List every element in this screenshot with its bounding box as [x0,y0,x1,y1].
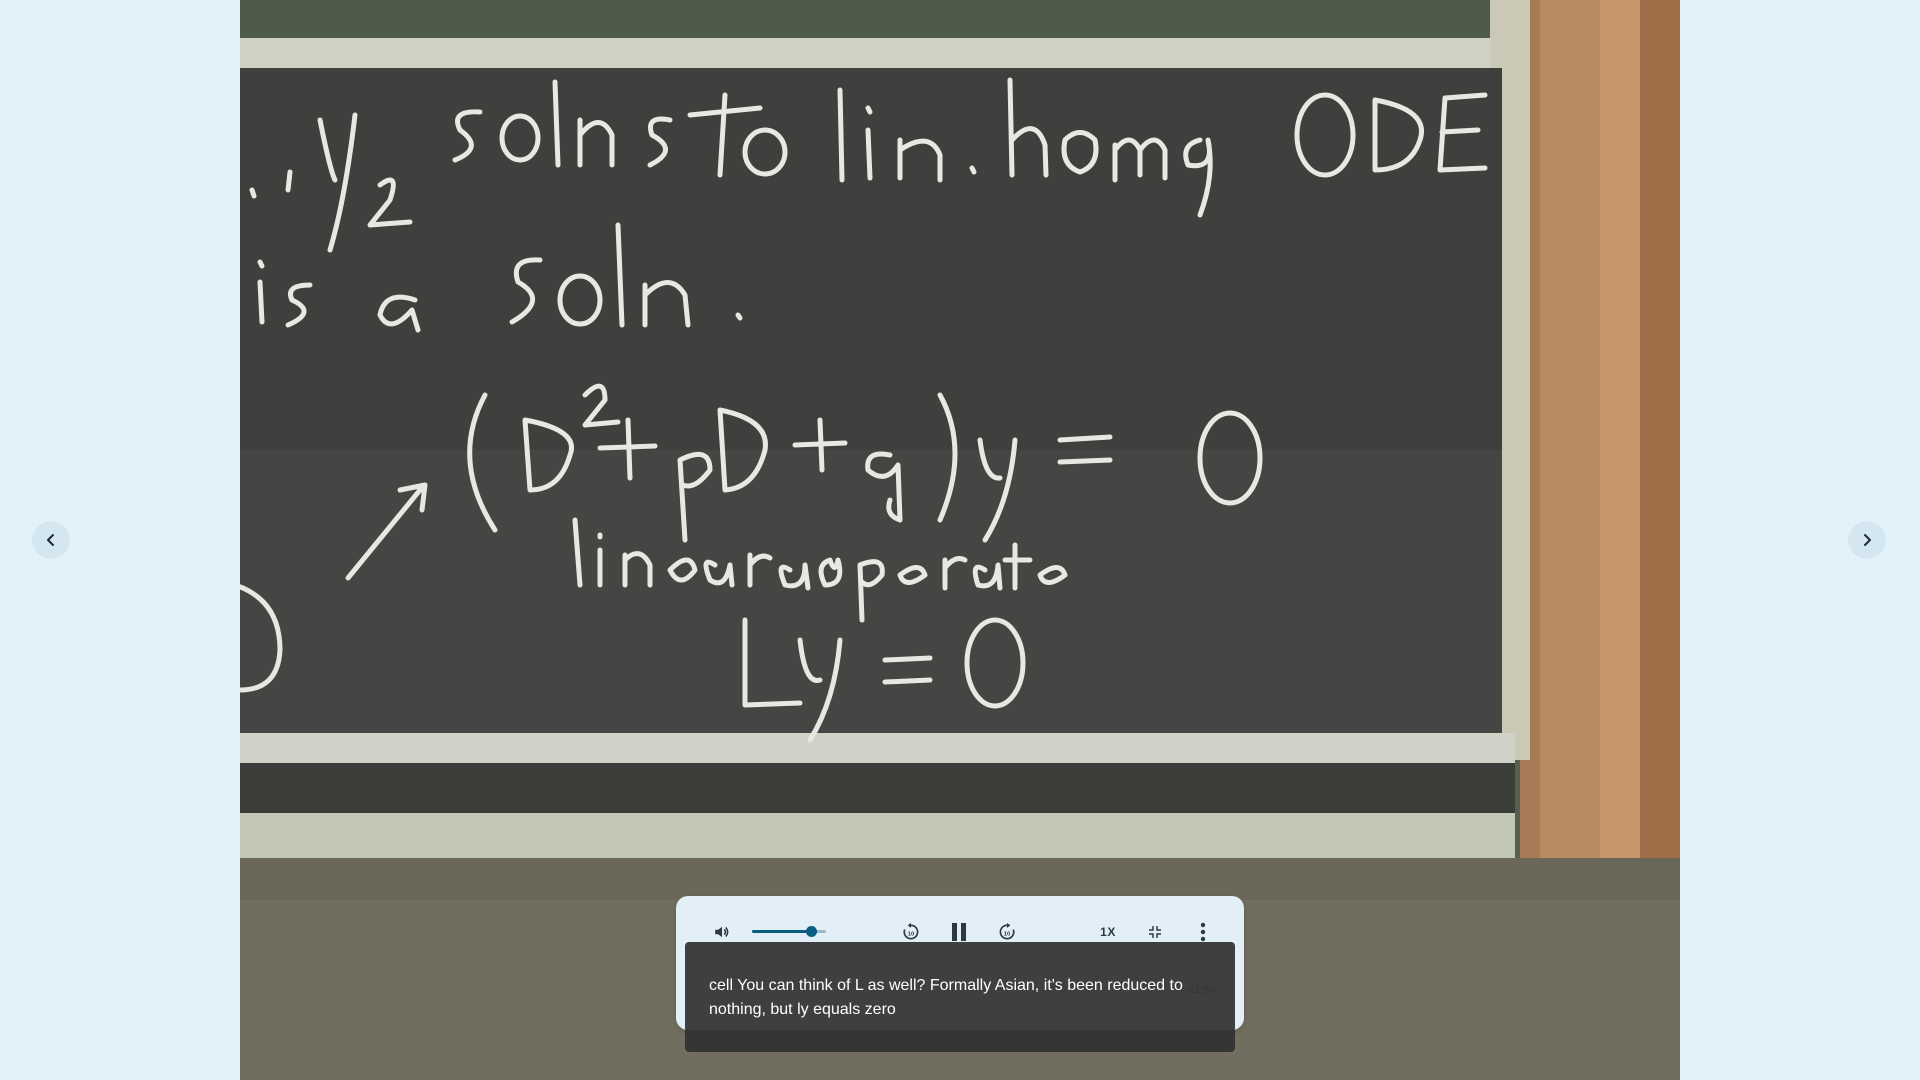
caption-box [685,942,1235,1052]
forward-10-icon [997,922,1017,942]
next-button[interactable] [1848,521,1886,559]
more-vert-icon [1200,922,1206,942]
volume-icon [713,923,731,941]
playback-speed-button[interactable]: 1X [1100,925,1116,939]
exit-fullscreen-icon [1147,924,1163,940]
chevron-left-icon [44,533,58,547]
replay-10-icon [901,922,921,942]
pause-icon [950,922,968,942]
volume-slider[interactable] [752,926,826,938]
svg-text:10: 10 [907,931,915,938]
volume-fill [752,930,811,933]
previous-button[interactable] [32,521,70,559]
svg-text:10: 10 [1003,931,1011,938]
chevron-right-icon [1860,533,1874,547]
volume-thumb[interactable] [806,926,817,937]
caption-text: cell You can think of L as well? Formally Asian, it's been reduced to nothing, but ly equals zero [709,977,1183,1018]
